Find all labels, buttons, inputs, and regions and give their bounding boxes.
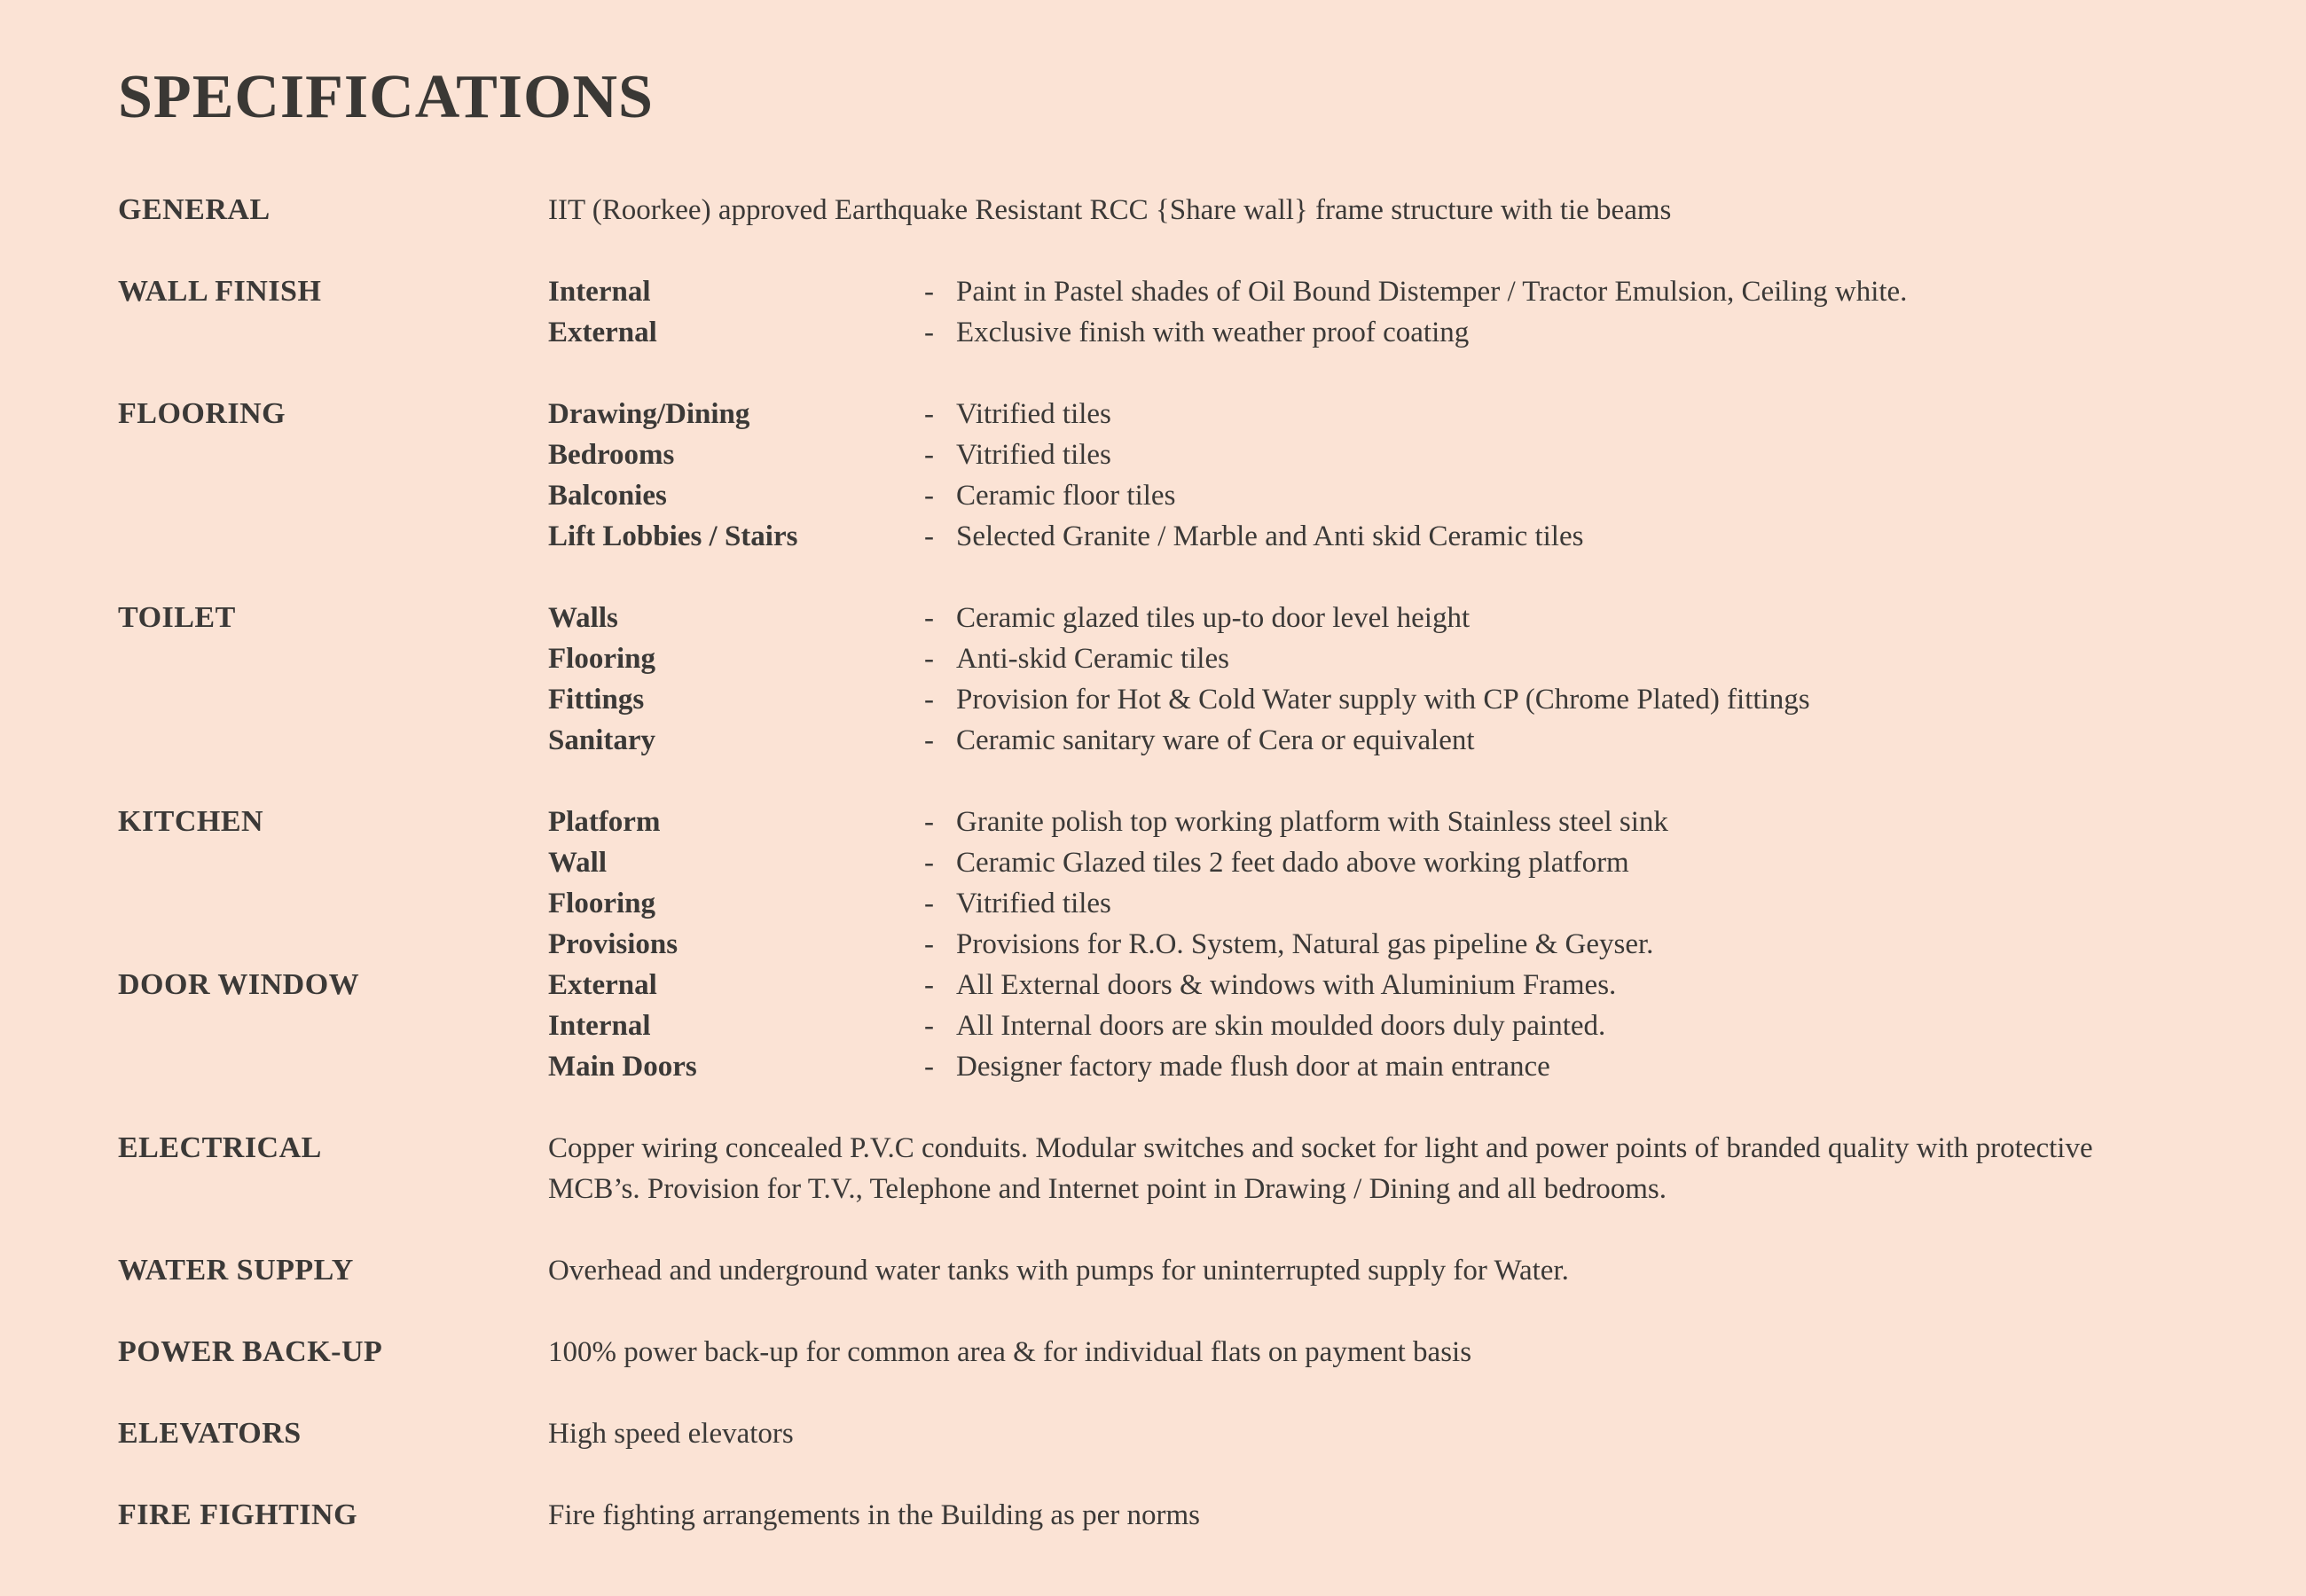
section-label: KITCHEN <box>118 805 264 838</box>
spec-item <box>548 516 2262 557</box>
item-value: All External doors & windows with Aluminium Frames. <box>956 969 1617 1001</box>
item-value: Provisions for R.O. System, Natural gas pipeline & Geyser. <box>956 928 1654 960</box>
spec-item <box>548 720 2262 761</box>
item-dash: - <box>924 398 934 430</box>
section-description: 100% power back-up for common area & for individual flats on payment basis <box>548 1336 1472 1368</box>
item-name: Drawing/Dining <box>548 398 750 430</box>
item-dash: - <box>924 643 934 675</box>
spec-item <box>548 394 2262 434</box>
section-content <box>548 1250 2262 1291</box>
item-value: Ceramic sanitary ware of Cera or equivalent <box>956 724 1475 756</box>
spec-section <box>118 1413 2262 1454</box>
item-dash: - <box>924 969 934 1001</box>
item-name: Flooring <box>548 888 655 919</box>
spec-section <box>118 1495 2262 1536</box>
spec-section <box>118 1128 2262 1209</box>
spec-item <box>548 434 2262 475</box>
spec-item <box>548 924 2262 965</box>
spec-item <box>548 802 2262 842</box>
item-dash: - <box>924 724 934 756</box>
section-content <box>548 598 2262 761</box>
item-name: Bedrooms <box>548 439 675 471</box>
item-value: Selected Granite / Marble and Anti skid Ceramic tiles <box>956 520 1584 552</box>
section-description: High speed elevators <box>548 1418 794 1450</box>
spec-item <box>548 1046 2262 1087</box>
item-value: Ceramic floor tiles <box>956 480 1176 512</box>
section-content <box>548 1332 2262 1373</box>
section-content <box>548 1495 2262 1536</box>
spec-item <box>548 598 2262 638</box>
spec-item <box>548 1005 2262 1046</box>
spec-item <box>548 312 2262 353</box>
section-content <box>548 802 2262 965</box>
section-content <box>548 394 2262 557</box>
spec-section <box>118 965 2262 1087</box>
item-dash: - <box>924 684 934 716</box>
item-name: Main Doors <box>548 1051 697 1083</box>
item-dash: - <box>924 317 934 348</box>
item-value: Ceramic glazed tiles up-to door level height <box>956 602 1471 634</box>
item-name: Internal <box>548 1010 651 1042</box>
item-dash: - <box>924 888 934 919</box>
item-value: Anti-skid Ceramic tiles <box>956 643 1229 675</box>
section-content <box>548 965 2262 1087</box>
item-dash: - <box>924 602 934 634</box>
item-name: Internal <box>548 276 651 308</box>
section-content <box>548 271 2262 353</box>
section-label: FIRE FIGHTING <box>118 1498 358 1531</box>
section-description: Fire fighting arrangements in the Building as per norms <box>548 1499 1201 1531</box>
spec-section <box>118 271 2262 353</box>
item-name: Balconies <box>548 480 667 512</box>
item-name: Walls <box>548 602 618 634</box>
item-dash: - <box>924 520 934 552</box>
item-dash: - <box>924 806 934 838</box>
item-name: Sanitary <box>548 724 656 756</box>
section-label: WALL FINISH <box>118 275 322 308</box>
spec-item <box>548 271 2262 312</box>
item-name: Wall <box>548 847 608 879</box>
sections-list <box>118 190 2262 1536</box>
spec-item <box>548 638 2262 679</box>
item-name: Fittings <box>548 684 645 716</box>
section-description: MCB’s. Provision for T.V., Telephone and Internet point in Drawing / Dining and all bedrooms. <box>548 1173 1667 1205</box>
section-description: IIT (Roorkee) approved Earthquake Resistant RCC {Share wall} frame structure with tie beams <box>548 194 1672 226</box>
item-dash: - <box>924 847 934 879</box>
section-label: TOILET <box>118 601 236 634</box>
section-description: Copper wiring concealed P.V.C conduits. Modular switches and socket for light and power points of branded quality with protective <box>548 1132 2093 1164</box>
item-value: Granite polish top working platform with Stainless steel sink <box>956 806 1668 838</box>
spec-section <box>118 1250 2262 1291</box>
item-dash: - <box>924 928 934 960</box>
section-label: FLOORING <box>118 397 286 430</box>
section-label: POWER BACK-UP <box>118 1335 383 1368</box>
section-label: DOOR WINDOW <box>118 968 360 1001</box>
item-name: External <box>548 969 657 1001</box>
item-value: Vitrified tiles <box>956 888 1111 919</box>
section-label: WATER SUPPLY <box>118 1254 354 1287</box>
section-content <box>548 1128 2262 1209</box>
item-dash: - <box>924 439 934 471</box>
section-content <box>548 1413 2262 1454</box>
item-name: Provisions <box>548 928 678 960</box>
item-name: Lift Lobbies / Stairs <box>548 520 798 552</box>
item-name: Flooring <box>548 643 655 675</box>
section-description: Overhead and underground water tanks with pumps for uninterrupted supply for Water. <box>548 1255 1569 1287</box>
section-content <box>548 190 2262 231</box>
item-value: Designer factory made flush door at main entrance <box>956 1051 1550 1083</box>
spec-section <box>118 190 2262 231</box>
spec-item <box>548 679 2262 720</box>
item-value: Vitrified tiles <box>956 398 1111 430</box>
item-value: Vitrified tiles <box>956 439 1111 471</box>
section-label: ELECTRICAL <box>118 1131 322 1164</box>
spec-item <box>548 475 2262 516</box>
page-title: SPECIFICATIONS <box>118 63 654 131</box>
spec-section <box>118 802 2262 965</box>
item-value: All Internal doors are skin moulded doors duly painted. <box>956 1010 1606 1042</box>
item-value: Exclusive finish with weather proof coating <box>956 317 1470 348</box>
item-name: External <box>548 317 657 348</box>
spec-item <box>548 965 2262 1005</box>
spec-section <box>118 394 2262 557</box>
item-dash: - <box>924 1051 934 1083</box>
item-dash: - <box>924 480 934 512</box>
spec-section <box>118 598 2262 761</box>
item-value: Paint in Pastel shades of Oil Bound Distemper / Tractor Emulsion, Ceiling white. <box>956 276 1908 308</box>
item-dash: - <box>924 1010 934 1042</box>
section-label: GENERAL <box>118 193 271 226</box>
item-name: Platform <box>548 806 661 838</box>
item-dash: - <box>924 276 934 308</box>
spec-item <box>548 883 2262 924</box>
section-label: ELEVATORS <box>118 1417 302 1450</box>
item-value: Ceramic Glazed tiles 2 feet dado above working platform <box>956 847 1629 879</box>
item-value: Provision for Hot & Cold Water supply with CP (Chrome Plated) fittings <box>956 684 1810 716</box>
spec-item <box>548 842 2262 883</box>
spec-section <box>118 1332 2262 1373</box>
